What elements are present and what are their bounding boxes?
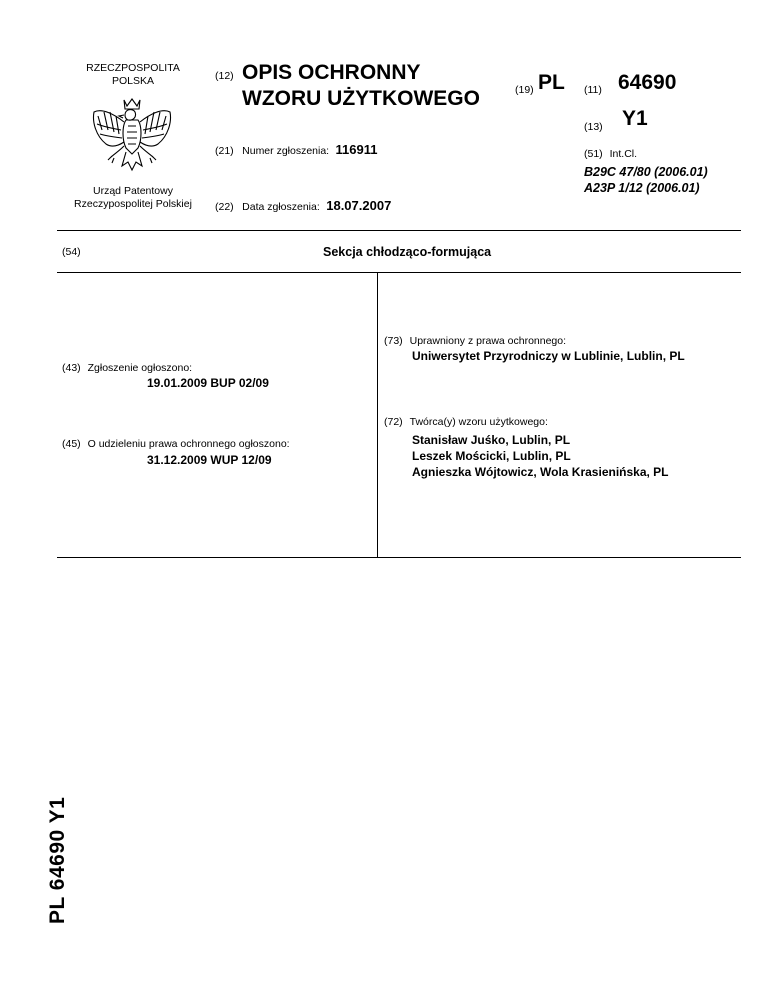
document-type-title: [242, 60, 480, 112]
code-51: (51): [584, 148, 603, 160]
document-number: 64690: [618, 71, 677, 94]
grant-label: O udzieleniu prawa ochronnego ogłoszono:: [87, 438, 290, 450]
owner-row: [384, 335, 566, 347]
intcl-classes: [584, 164, 708, 196]
office-line1: Urząd Patentowy: [93, 185, 173, 197]
publication-value: 19.01.2009 BUP 02/09: [147, 376, 269, 390]
eagle-emblem-icon: [88, 96, 176, 178]
title-line2: WZORU UŻYTKOWEGO: [242, 87, 480, 110]
filing-date-label: Data zgłoszenia:: [242, 201, 320, 213]
patent-office-name: [60, 185, 206, 211]
application-number-label: Numer zgłoszenia:: [242, 145, 330, 157]
country-code: PL: [538, 71, 565, 94]
grant-value: 31.12.2009 WUP 12/09: [147, 453, 272, 467]
code-72: (72): [384, 416, 403, 428]
publication-label: Zgłoszenie ogłoszono:: [87, 362, 193, 374]
intcl-class-2: A23P 1/12 (2006.01): [584, 181, 700, 195]
application-number-row: [215, 141, 378, 159]
country-line2: POLSKA: [111, 75, 155, 87]
code-22: (22): [215, 201, 234, 213]
owner-label: Uprawniony z prawa ochronnego:: [409, 335, 567, 347]
code-73: (73): [384, 335, 403, 347]
code-12: (12): [215, 70, 234, 82]
filing-date-row: [215, 197, 391, 215]
publication-row: [62, 362, 192, 374]
divider-bottom: [57, 557, 741, 558]
divider-top: [57, 230, 741, 231]
code-54: (54): [62, 246, 81, 258]
utility-model-title: Sekcja chłodząco-formująca: [323, 245, 492, 259]
creators-label: Twórca(y) wzoru użytkowego:: [409, 416, 548, 428]
creators-list: [412, 432, 669, 480]
office-line2: Rzeczypospolitej Polskiej: [74, 198, 192, 210]
kind-code: Y1: [622, 107, 648, 130]
code-43: (43): [62, 362, 81, 374]
creator-item: Leszek Mościcki, Lublin, PL: [412, 449, 571, 463]
code-11: (11): [584, 84, 602, 96]
code-21: (21): [215, 145, 234, 157]
side-document-label: PL 64690 Y1: [46, 796, 69, 924]
creator-item: Agnieszka Wójtowicz, Wola Krasienińska, PL: [412, 465, 669, 479]
creators-row: [384, 416, 548, 428]
intcl-label: Int.Cl.: [609, 148, 638, 160]
filing-date: 18.07.2007: [326, 198, 392, 213]
application-number: 116911: [335, 142, 378, 157]
divider-title: [57, 272, 741, 273]
owner-value: Uniwersytet Przyrodniczy w Lublinie, Lublin, PL: [412, 349, 685, 363]
divider-vertical: [377, 272, 378, 557]
grant-row: [62, 438, 290, 450]
country-line1: RZECZPOSPOLITA: [86, 62, 180, 74]
creator-item: Stanisław Juśko, Lublin, PL: [412, 433, 571, 447]
code-13: (13): [584, 121, 603, 133]
intcl-row: [584, 148, 637, 160]
intcl-class-1: B29C 47/80 (2006.01): [584, 165, 708, 179]
code-45: (45): [62, 438, 81, 450]
code-19: (19): [515, 84, 534, 96]
country-name: [60, 62, 206, 88]
title-line1: OPIS OCHRONNY: [242, 61, 421, 84]
